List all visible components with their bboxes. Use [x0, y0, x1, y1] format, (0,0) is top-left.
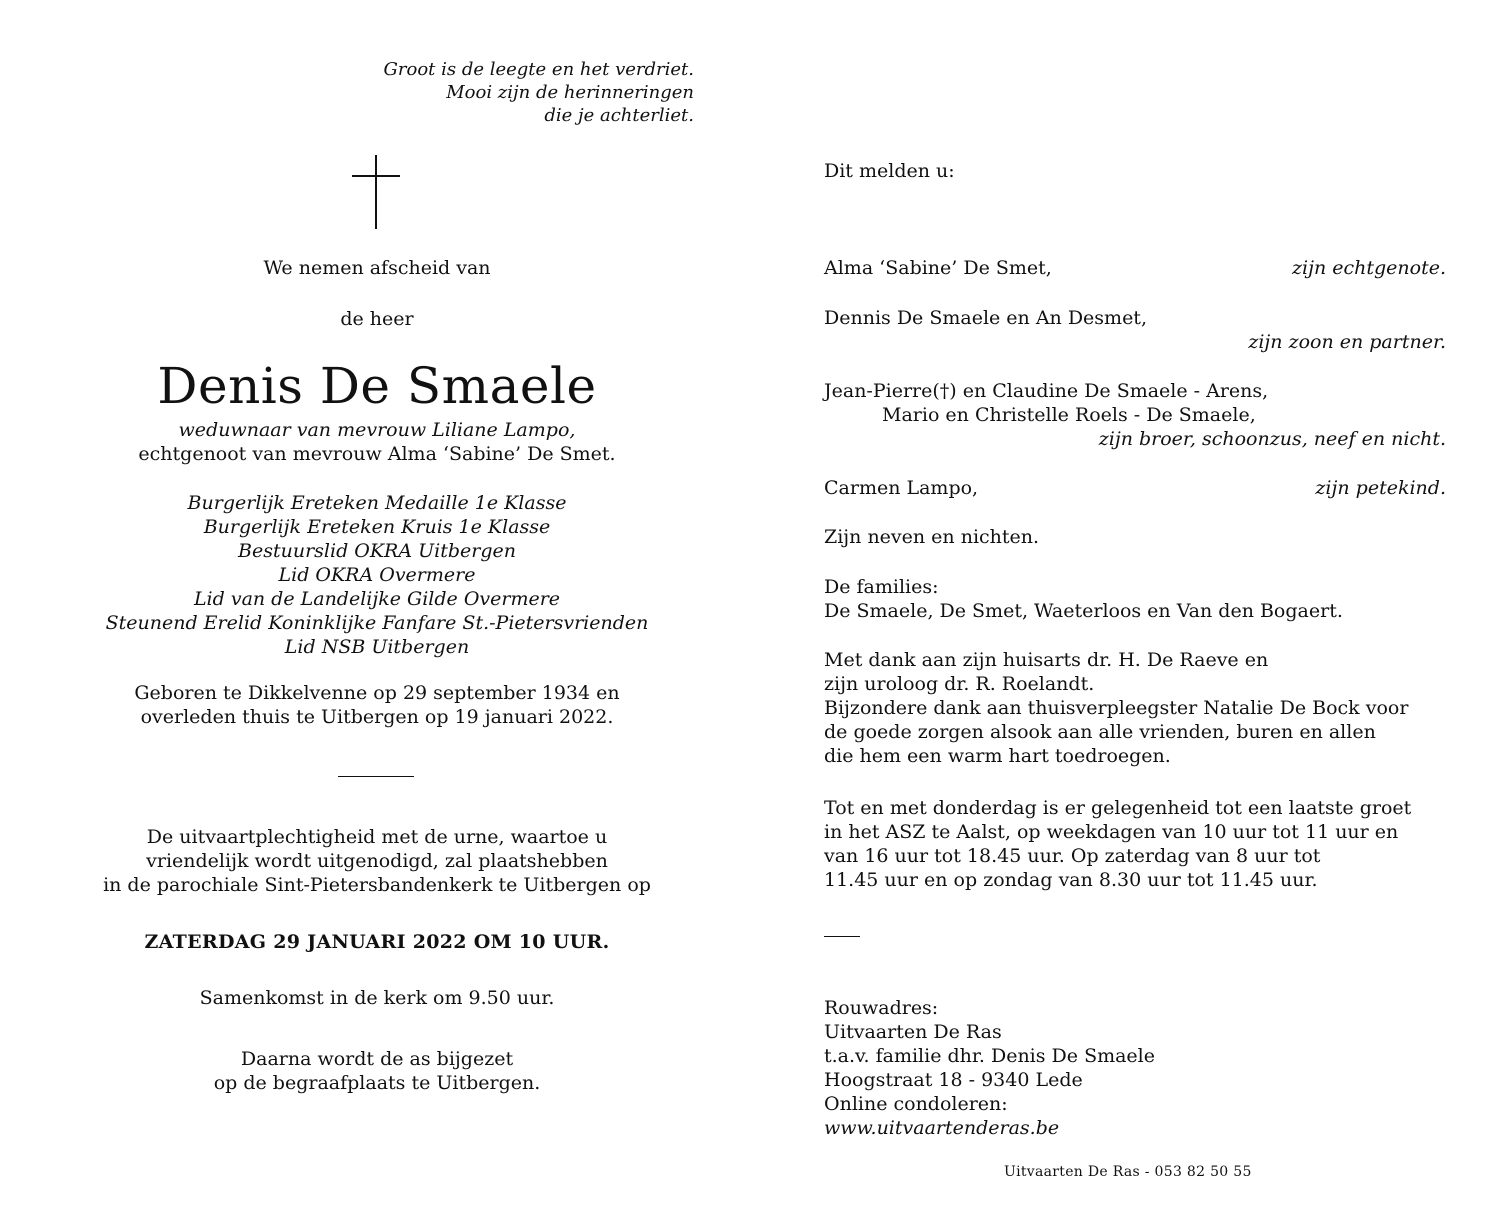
thanks-line: de goede zorgen alsook aan alle vrienden, buren en allen [824, 721, 1376, 743]
address-street: Hoogstraat 18 - 9340 Lede [824, 1069, 1083, 1091]
thanks-line: Met dank aan zijn huisarts dr. H. De Raeve en [824, 649, 1269, 671]
small-divider [824, 936, 860, 937]
honor-item: Lid OKRA Overmere [278, 564, 476, 586]
deceased-name: Denis De Smaele [157, 357, 597, 415]
honor-item: Burgerlijk Ereteken Medaille 1e Klasse [187, 492, 567, 514]
online-label: Online condoleren: [824, 1093, 1008, 1115]
visiting-line: in het ASZ te Aalst, op weekdagen van 10 uur tot 11 uur en [824, 821, 1399, 843]
relations [70, 418, 684, 466]
mourner-row [824, 427, 1446, 451]
families-names: De Smaele, De Smet, Waeterloos en Van den Bogaert. [824, 600, 1343, 622]
quote-line: Groot is de leegte en het verdriet. [383, 59, 694, 80]
honor-item: Steunend Erelid Koninklijke Fanfare St.-Pietersvrienden [105, 612, 649, 634]
announcement-heading: Dit melden u: [824, 160, 955, 182]
quote-line: die je achterliet. [544, 105, 694, 126]
visiting-line: 11.45 uur en op zondag van 8.30 uur tot 11.45 uur. [824, 869, 1318, 891]
mourner-relation: zijn broer, schoonzus, neef en nicht. [1098, 428, 1446, 450]
online-condolence-line [824, 1092, 1454, 1140]
section-divider [338, 776, 414, 777]
thanks-block [824, 648, 1454, 768]
families-block [824, 575, 1454, 623]
mourner-name: Carmen Lampo, [824, 477, 979, 499]
address-label: Rouwadres: [824, 997, 939, 1019]
mourner-relation: zijn zoon en partner. [1248, 331, 1446, 353]
address-name: Uitvaarten De Ras [824, 1021, 1002, 1043]
visiting-line: van 16 uur tot 18.45 uur. Op zaterdag van 8 uur tot [824, 845, 1321, 867]
honor-item: Lid van de Landelijke Gilde Overmere [193, 588, 561, 610]
mourner-name: Jean-Pierre(†) en Claudine De Smaele - Arens, [824, 380, 1269, 402]
ceremony-date: ZATERDAG 29 JANUARI 2022 OM 10 UUR. [144, 931, 610, 953]
thanks-line: die hem een warm hart toedroegen. [824, 745, 1171, 767]
burial-line: Daarna wordt de as bijgezet [240, 1048, 514, 1070]
mourner-row [824, 476, 1446, 500]
footer-contact: Uitvaarten De Ras - 053 82 50 55 [1004, 1164, 1252, 1180]
mourner-row [824, 256, 1446, 280]
mourner-row [824, 330, 1446, 354]
ceremony-line: De uitvaartplechtigheid met de urne, waartoe u [146, 826, 608, 848]
online-url: www.uitvaartenderas.be [824, 1117, 1060, 1139]
families-label: De families: [824, 576, 939, 598]
thanks-line: zijn uroloog dr. R. Roelandt. [824, 673, 1095, 695]
ceremony-line: vriendelijk wordt uitgenodigd, zal plaatshebben [146, 850, 608, 872]
relation-line: weduwnaar van mevrouw Liliane Lampo, [178, 419, 576, 441]
honor-item: Bestuurslid OKRA Uitbergen [238, 540, 516, 562]
mourner-row [824, 403, 1446, 427]
mourner-name: Mario en Christelle Roels - De Smaele, [882, 404, 1256, 426]
mourner-name: Dennis De Smaele en An Desmet, [824, 307, 1147, 329]
mourner-row [824, 306, 1446, 330]
mourner-relation: zijn petekind. [1315, 477, 1446, 499]
mourner-relation: zijn echtgenote. [1291, 257, 1446, 279]
burial-line: op de begraafplaats te Uitbergen. [213, 1072, 541, 1094]
intro-text: We nemen afscheid van [263, 257, 491, 279]
visiting-line: Tot en met donderdag is er gelegenheid tot een laatste groet [824, 797, 1412, 819]
dates-line: overleden thuis te Uitbergen op 19 januari 2022. [140, 706, 614, 728]
burial-text [70, 1047, 684, 1095]
visiting-block [824, 796, 1454, 892]
cousins-line: Zijn neven en nichten. [824, 526, 1040, 548]
mourner-row [824, 379, 1446, 403]
honors-list [70, 491, 684, 659]
honorific: de heer [340, 308, 414, 330]
address-attention: t.a.v. familie dhr. Denis De Smaele [824, 1045, 1155, 1067]
honor-item: Burgerlijk Ereteken Kruis 1e Klasse [203, 516, 551, 538]
relation-line: echtgenoot van mevrouw Alma ‘Sabine’ De Smet. [138, 443, 616, 465]
dates-line: Geboren te Dikkelvenne op 29 september 1934 en [134, 682, 620, 704]
birth-death-dates [70, 681, 684, 729]
ceremony-text [70, 825, 684, 897]
opening-quote [380, 58, 694, 127]
ceremony-line: in de parochiale Sint-Pietersbandenkerk te Uitbergen op [103, 874, 651, 896]
cross-icon [352, 155, 402, 229]
honor-item: Lid NSB Uitbergen [284, 636, 470, 658]
quote-line: Mooi zijn de herinneringen [446, 82, 694, 103]
address-line [824, 996, 1454, 1044]
thanks-line: Bijzondere dank aan thuisverpleegster Natalie De Bock voor [824, 697, 1409, 719]
mourner-name: Alma ‘Sabine’ De Smet, [824, 257, 1052, 279]
address-line [824, 1044, 1454, 1068]
address-line [824, 1068, 1454, 1092]
address-block [824, 996, 1454, 1140]
gathering-time: Samenkomst in de kerk om 9.50 uur. [199, 987, 555, 1009]
